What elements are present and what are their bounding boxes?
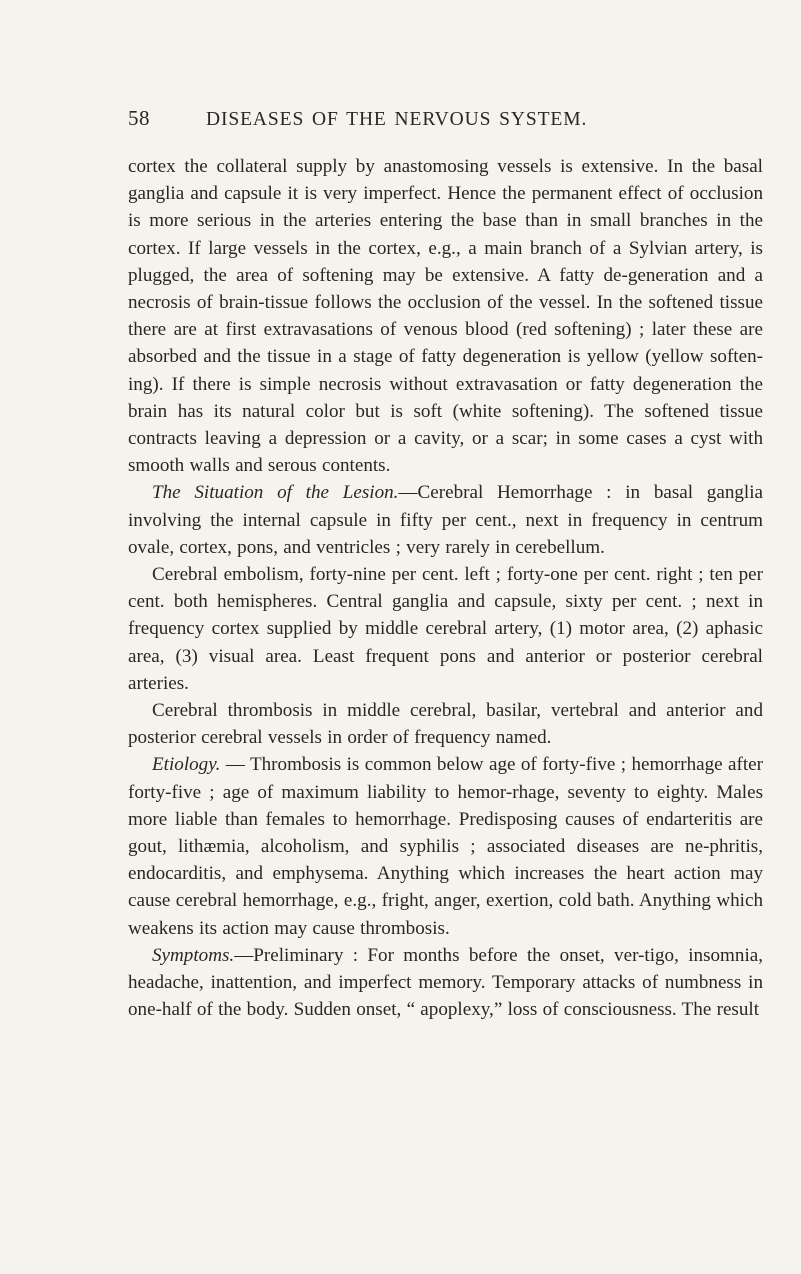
paragraph-lead: Etiology. [152,754,221,776]
paragraph-text: —Cerebral Hemorrhage : in basal ganglia involving the internal capsule in fifty per cent., next in frequency in centrum ovale, cortex, pons, and ventricles ; very rarely in cerebellum. [128,482,763,558]
paragraph-lead: The Situation of the Lesion. [152,482,399,504]
paragraph-text: — Thrombosis is common below age of forty-five ; hemorrhage after forty-five ; age of maximum liability to hemor-rhage, seventy to eighty. Males more liable than females to hemorrhage. Predisposing causes of endarteritis are gout, lithæmia, alcoholism, and syphilis ; associated diseases are ne-phritis, endocarditis, and emphysema. Anything which increases the heart action may cause cerebral hemorrhage, e.g., fright, anger, exertion, cold bath. Anything which weakens its action may cause thrombosis. [128,754,763,939]
paragraph-text: Cerebral embolism, forty-nine per cent. left ; forty-one per cent. right ; ten per cent. both hemispheres. Central ganglia and capsule, sixty per cent. ; next in frequency cortex supplied by middle cerebral artery, (1) motor area, (2) aphasic area, (3) visual area. Least frequent pons and anterior or posterior cerebral arteries. [128,564,763,694]
paragraph-lead: Symptoms. [152,944,235,966]
paragraph-text: Cerebral thrombosis in middle cerebral, basilar, vertebral and anterior and posterior cerebral vessels in order of frequency named. [128,700,763,749]
paragraph-text: cortex the collateral supply by anastomosing vessels is extensive. In the basal ganglia and capsule it is very imperfect. Hence the permanent effect of occlusion is more serious in the arteries entering the base than in small branches in the cortex. If large vessels in the cortex, e.g., a main branch of a Sylvian artery, is plugged, the area of softening may be extensive. A fatty de-generation and a necrosis of brain-tissue follows the occlusion of the vessel. In the softened tissue there are at first extravasations of venous blood (red softening) ; later these are absorbed and the tissue in a stage of fatty degeneration is yellow (yellow soften-ing). If there is simple necrosis without extravasation or fatty degeneration the brain has its natural color but is soft (white softening). The softened tissue contracts leaving a depression or a cavity, or a scar; in some cases a cyst with smooth walls and serous contents. [128,156,763,477]
body-text [128,153,763,1024]
running-head [128,106,763,140]
page-number: 58 [128,106,150,130]
running-title: DISEASES OF THE NERVOUS SYSTEM. [206,109,588,130]
paragraph-cerebral-embolism [128,561,763,697]
paragraph-cerebral-thrombosis [128,697,763,751]
paragraph-situation-of-lesion [128,479,763,561]
paragraph-continuation [128,153,763,479]
paragraph-text: —Preliminary : For months before the onset, ver-tigo, insomnia, headache, inattention, and imperfect memory. Temporary attacks of numbness in one-half of the body. Sudden onset, “ apoplexy,” loss of consciousness. The result [128,944,763,1021]
paragraph-symptoms [128,942,763,1024]
paragraph-etiology [128,751,763,941]
